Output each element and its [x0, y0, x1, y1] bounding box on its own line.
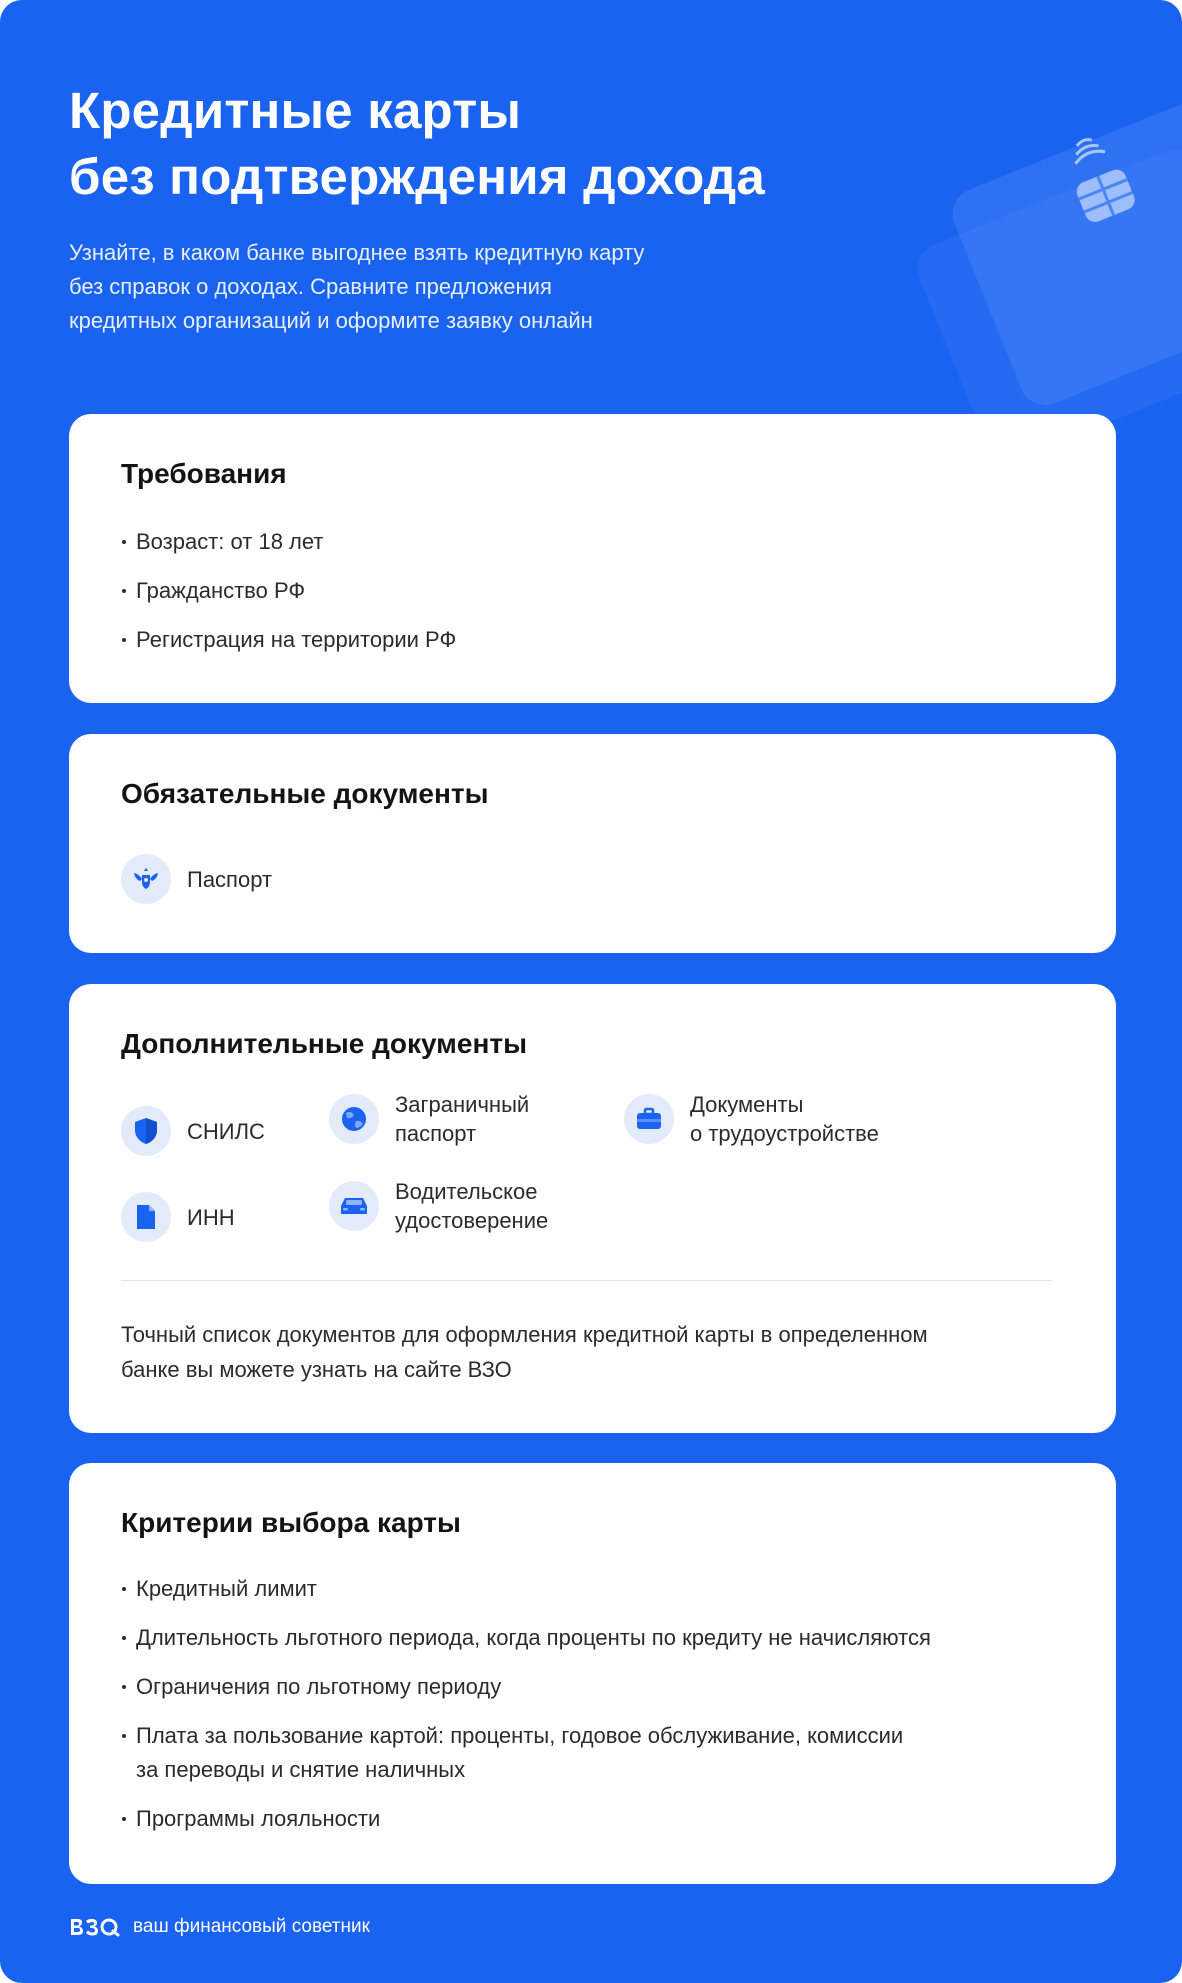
list-item: Гражданство РФ	[121, 574, 456, 608]
doc-label: СНИЛС	[187, 1118, 265, 1144]
doc-item-snils	[121, 1106, 265, 1156]
requirements-list	[121, 525, 456, 657]
documents-note: Точный список документов для оформления кредитной карты в определенном банке вы можете узнать на сайте ВЗО	[121, 1322, 928, 1382]
list-item: Ограничения по льготному периоду	[121, 1670, 931, 1704]
requirements-title: Требования	[121, 458, 287, 489]
doc-item-foreign-passport	[329, 1090, 529, 1148]
list-item: Программы лояльности	[121, 1802, 931, 1836]
doc-item-inn	[121, 1192, 235, 1242]
mandatory-docs-card	[69, 734, 1116, 953]
additional-docs-card	[69, 984, 1116, 1433]
criteria-title: Критерии выбора карты	[121, 1507, 461, 1538]
car-icon	[329, 1181, 379, 1231]
vzo-logo	[69, 1917, 121, 1937]
doc-item-drivers-license	[329, 1177, 548, 1235]
footer	[69, 1916, 370, 1938]
doc-item-employment	[624, 1090, 879, 1148]
subtitle-line: кредитных организаций и оформите заявку онлайн	[69, 308, 593, 333]
globe-passport-icon	[329, 1094, 379, 1144]
document-icon	[121, 1192, 171, 1242]
requirements-card	[69, 414, 1116, 703]
eagle-emblem-icon	[121, 854, 171, 904]
divider	[121, 1280, 1052, 1281]
criteria-list	[121, 1572, 931, 1836]
subtitle-line: без справок о доходах. Сравните предложения	[69, 274, 552, 299]
list-item: Кредитный лимит	[121, 1572, 931, 1606]
shield-icon	[121, 1106, 171, 1156]
list-item: Плата за пользование картой: проценты, годовое обслуживание, комиссии за переводы и снятие наличных	[121, 1719, 931, 1787]
list-item: Длительность льготного периода, когда проценты по кредиту не начисляются	[121, 1621, 931, 1655]
page-title	[69, 78, 889, 210]
page-subtitle	[69, 236, 769, 338]
doc-label: Документы о трудоустройстве	[690, 1092, 879, 1146]
additional-docs-title: Дополнительные документы	[121, 1028, 527, 1059]
doc-label: Паспорт	[187, 866, 273, 892]
criteria-card	[69, 1463, 1116, 1884]
subtitle-line: Узнайте, в каком банке выгоднее взять кредитную карту	[69, 240, 645, 265]
doc-label: Водительское удостоверение	[395, 1179, 549, 1233]
footer-tagline: ваш финансовый советник	[133, 1916, 370, 1937]
doc-label: Заграничный паспорт	[395, 1092, 530, 1146]
credit-card-decoration-icon	[882, 60, 1182, 420]
list-item: Возраст: от 18 лет	[121, 525, 456, 559]
title-line: без подтверждения дохода	[69, 148, 765, 205]
briefcase-icon	[624, 1094, 674, 1144]
title-line: Кредитные карты	[69, 82, 522, 139]
doc-label: ИНН	[187, 1204, 235, 1230]
list-item: Регистрация на территории РФ	[121, 623, 456, 657]
doc-item-passport	[121, 854, 272, 904]
mandatory-docs-title: Обязательные документы	[121, 778, 489, 809]
